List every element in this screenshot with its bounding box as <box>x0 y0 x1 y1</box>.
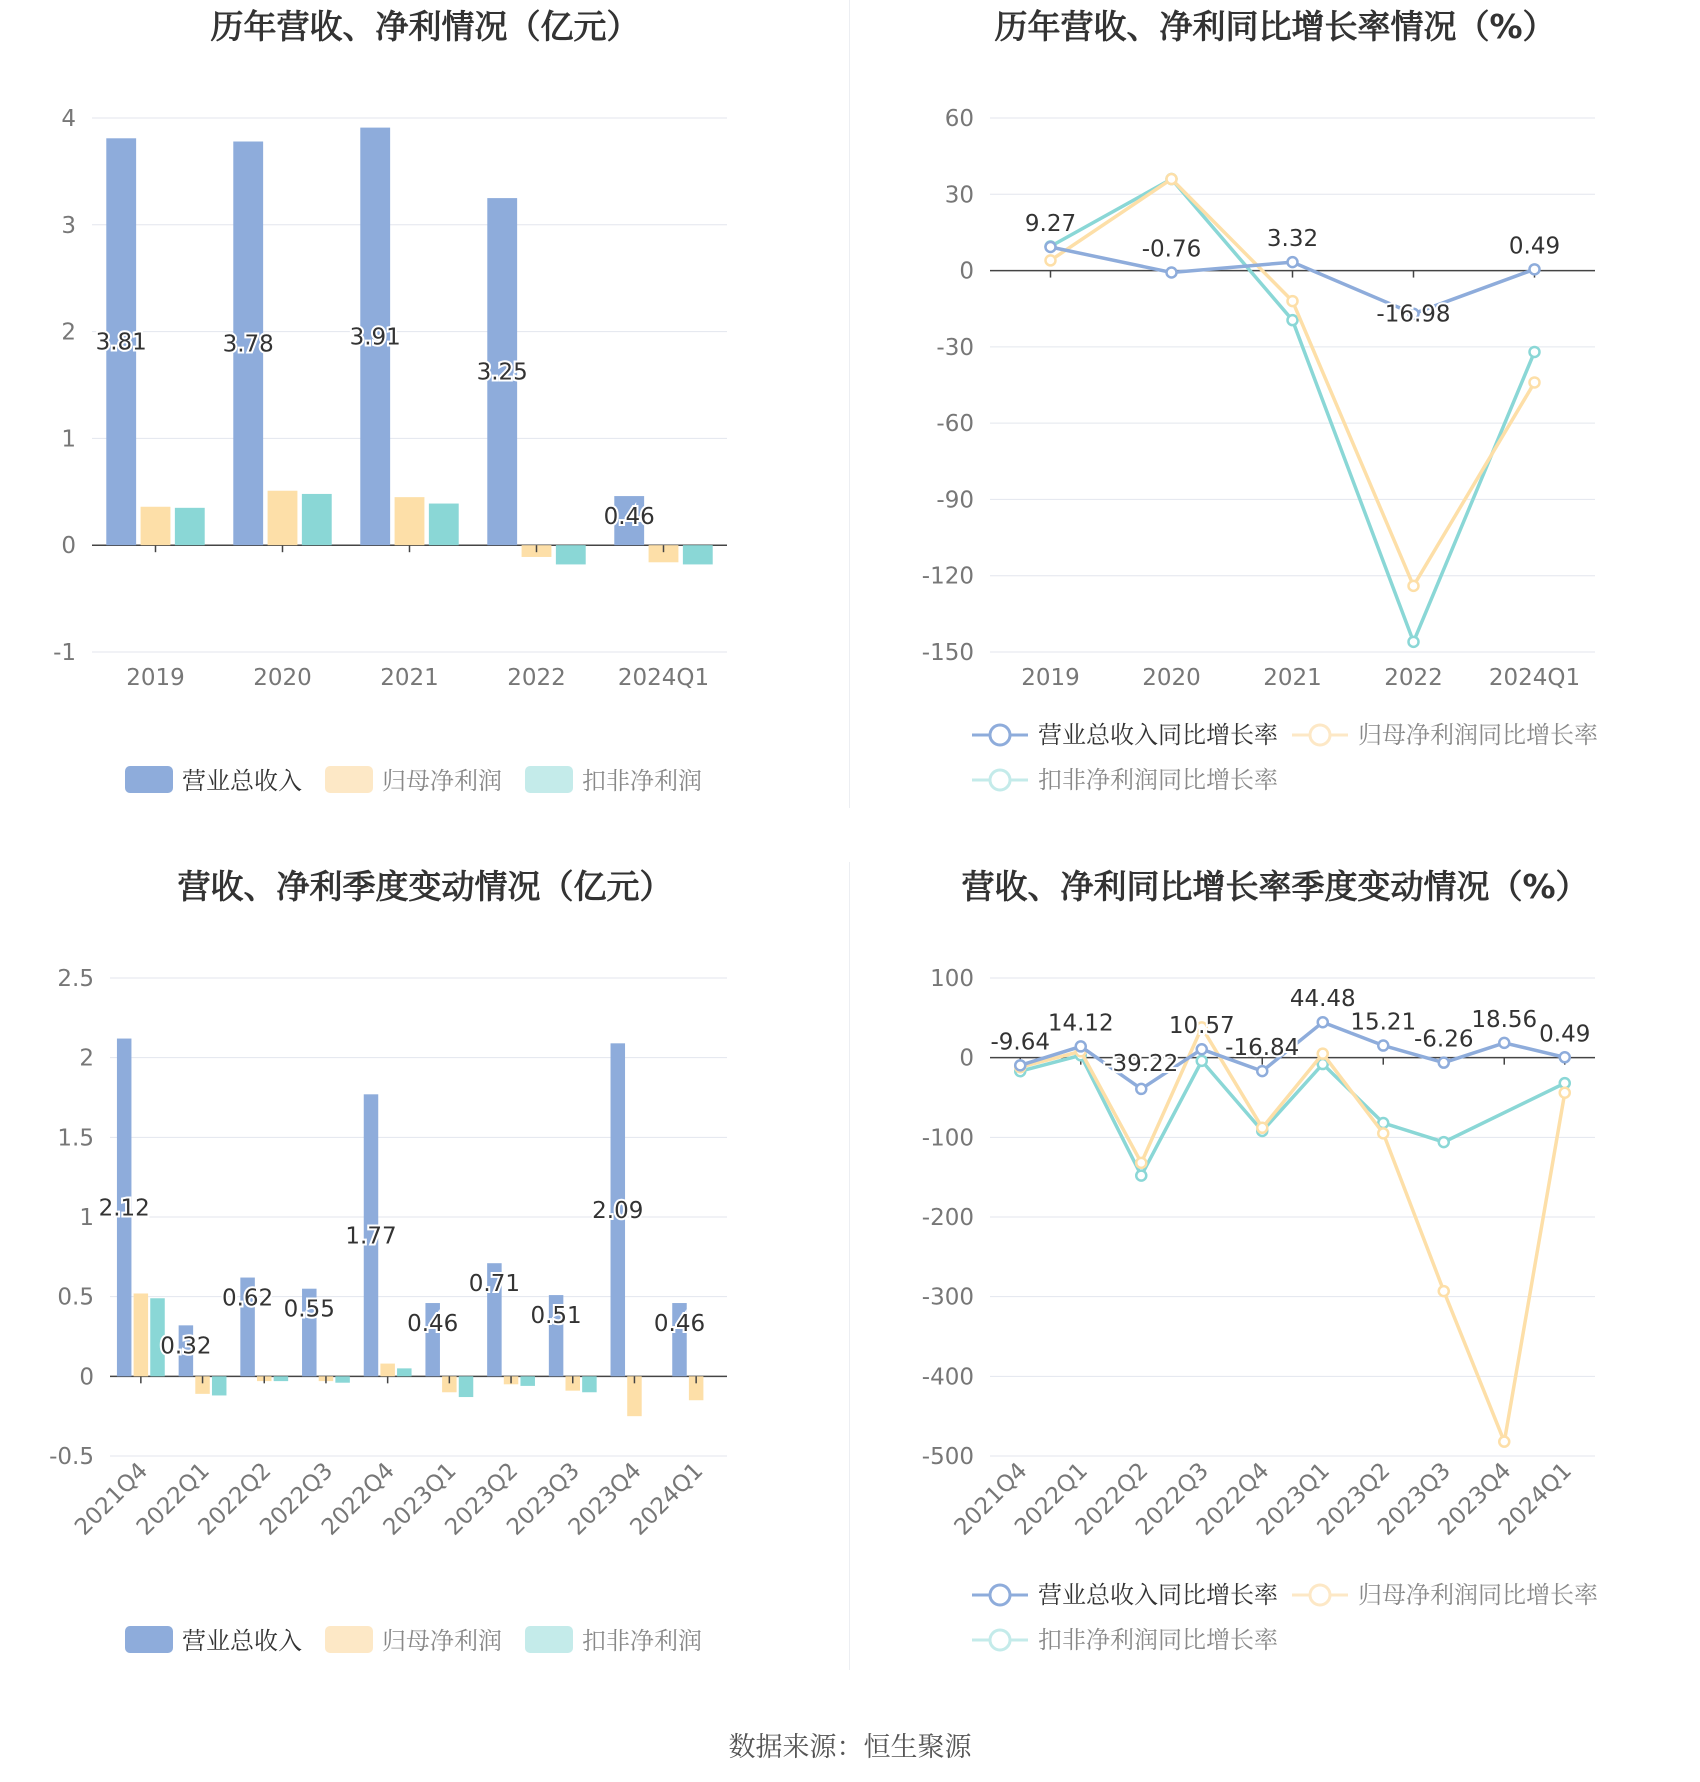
data-label: 3.25 <box>476 359 528 386</box>
x-tick-label: 2021Q4 <box>949 1457 1033 1541</box>
legend-swatch <box>325 766 373 793</box>
bar-net-profit <box>134 1293 148 1376</box>
legend-marker <box>990 1585 1010 1605</box>
data-point <box>1439 1137 1449 1147</box>
data-point <box>1197 1056 1207 1066</box>
data-point <box>1167 268 1177 278</box>
x-tick-label: 2022Q1 <box>1010 1457 1093 1541</box>
legend-swatch <box>525 766 573 793</box>
y-tick-label: 100 <box>930 966 974 992</box>
data-point <box>1076 1041 1086 1051</box>
chart-title: 营收、净利同比增长率季度变动情况（%） <box>961 867 1589 906</box>
data-label: 0.71 <box>468 1271 521 1298</box>
y-tick-label: 1.5 <box>57 1125 94 1152</box>
x-tick-label: 2022Q3 <box>255 1457 339 1541</box>
x-tick-label: 2022Q4 <box>1191 1457 1275 1541</box>
y-tick-label: 60 <box>944 106 974 132</box>
y-tick-label: -200 <box>921 1205 974 1231</box>
bar-deducted-profit <box>302 494 332 545</box>
y-tick-label: -60 <box>936 411 974 438</box>
data-label: 44.48 <box>1289 986 1356 1013</box>
y-tick-label: 1 <box>79 1205 94 1231</box>
x-tick-label: 2019 <box>1021 665 1080 691</box>
y-tick-label: -0.5 <box>49 1444 94 1470</box>
bar-deducted-profit <box>429 504 459 546</box>
data-label: 0.49 <box>1508 233 1561 260</box>
quarter-growth-chart <box>850 860 1700 1720</box>
y-tick-label: 2 <box>61 319 76 346</box>
legend-label: 归母净利润同比增长率 <box>1358 1581 1598 1609</box>
legend-label: 归母净利润 <box>382 767 502 795</box>
bar-deducted-profit <box>212 1376 226 1395</box>
bar-net-profit <box>380 1364 394 1377</box>
data-label: 0.55 <box>283 1296 335 1323</box>
legend-marker <box>1310 1585 1330 1605</box>
data-label: -16.84 <box>1225 1035 1300 1062</box>
data-label: 0.49 <box>1539 1021 1591 1048</box>
y-tick-label: -90 <box>936 487 974 514</box>
legend-marker <box>990 1630 1010 1650</box>
data-point <box>1530 264 1540 274</box>
data-label: 18.56 <box>1471 1006 1538 1033</box>
data-point <box>1197 1044 1207 1054</box>
data-label: 14.12 <box>1047 1010 1114 1037</box>
legend-label: 扣非净利润 <box>582 1627 702 1655</box>
data-point <box>1167 174 1177 184</box>
x-tick-label: 2022 <box>1384 665 1443 691</box>
y-tick-label: 2 <box>79 1045 94 1072</box>
x-tick-label: 2022Q2 <box>193 1457 277 1541</box>
y-tick-label: 0 <box>79 1364 94 1391</box>
bar-deducted-profit <box>556 545 586 564</box>
y-tick-label: -30 <box>936 334 974 361</box>
x-tick-label: 2022Q1 <box>131 1457 215 1541</box>
y-tick-label: 3 <box>61 212 76 239</box>
legend-label: 扣非净利润同比增长率 <box>1038 1626 1278 1654</box>
legend-swatch <box>525 1626 573 1653</box>
data-point <box>1439 1058 1449 1068</box>
y-tick-label: 0 <box>61 533 76 560</box>
bar-deducted-profit <box>520 1376 534 1386</box>
data-label: 0.51 <box>530 1303 582 1330</box>
x-tick-label: 2019 <box>126 665 185 691</box>
data-label: 15.21 <box>1350 1009 1417 1036</box>
data-point <box>1257 1066 1267 1076</box>
x-tick-label: 2023Q4 <box>1433 1457 1517 1541</box>
legend-swatch <box>125 766 173 793</box>
data-point <box>1046 255 1056 265</box>
bar-deducted-profit <box>459 1376 473 1397</box>
data-label: 0.32 <box>160 1333 212 1360</box>
data-label: 3.78 <box>222 331 274 358</box>
data-point <box>1257 1123 1267 1133</box>
data-label: 1.77 <box>345 1223 397 1250</box>
data-label: -39.22 <box>1104 1050 1179 1077</box>
data-label: 2.12 <box>98 1195 150 1222</box>
series-line-deducted-growth <box>1020 1055 1565 1175</box>
data-label: 0.46 <box>407 1311 459 1338</box>
data-point <box>1378 1041 1388 1051</box>
y-tick-label: 0.5 <box>57 1284 94 1311</box>
x-tick-label: 2024Q1 <box>1488 665 1581 691</box>
divider-bottom <box>849 862 850 1670</box>
bar-deducted-profit <box>582 1376 596 1392</box>
data-point <box>1015 1060 1025 1070</box>
data-label: -6.26 <box>1413 1026 1474 1053</box>
x-tick-label: 2024Q1 <box>1494 1457 1577 1541</box>
x-tick-label: 2023Q3 <box>502 1457 585 1541</box>
data-point <box>1530 377 1540 387</box>
data-point <box>1560 1052 1570 1062</box>
data-label: 10.57 <box>1168 1013 1235 1040</box>
x-tick-label: 2024Q1 <box>625 1457 709 1541</box>
legend-label: 营业总收入同比增长率 <box>1038 721 1278 749</box>
data-source: 数据来源：恒生聚源 <box>728 1732 972 1763</box>
data-point <box>1499 1038 1509 1048</box>
legend-label: 营业总收入 <box>182 1627 302 1655</box>
data-label: 3.32 <box>1266 226 1319 253</box>
x-tick-label: 2022Q4 <box>316 1457 400 1541</box>
x-tick-label: 2023Q2 <box>440 1457 524 1541</box>
quarter-amount-chart <box>0 860 850 1720</box>
legend-label: 营业总收入 <box>182 767 302 795</box>
x-tick-label: 2023Q3 <box>1373 1457 1456 1541</box>
legend-marker <box>1310 725 1330 745</box>
chart-title: 历年营收、净利同比增长率情况（%） <box>994 7 1556 46</box>
data-point <box>1288 296 1298 306</box>
y-tick-label: 2.5 <box>57 966 94 992</box>
data-label: -0.76 <box>1141 236 1202 263</box>
data-label: -9.64 <box>990 1029 1051 1056</box>
y-tick-label: 0 <box>959 258 974 285</box>
bar-net-profit <box>268 491 298 545</box>
legend-swatch <box>325 1626 373 1653</box>
y-tick-label: -100 <box>921 1125 974 1152</box>
legend-label: 归母净利润同比增长率 <box>1358 721 1598 749</box>
annual-growth-chart <box>850 0 1700 860</box>
x-tick-label: 2020 <box>1142 665 1201 691</box>
chart-title: 营收、净利季度变动情况（亿元） <box>177 867 673 906</box>
x-tick-label: 2023Q1 <box>378 1457 462 1541</box>
x-tick-label: 2022Q3 <box>1131 1457 1214 1541</box>
data-point <box>1499 1437 1509 1447</box>
data-label: 2.09 <box>592 1197 644 1224</box>
data-point <box>1409 581 1419 591</box>
y-tick-label: -120 <box>921 563 974 590</box>
x-tick-label: 2021 <box>380 665 439 691</box>
x-tick-label: 2023Q4 <box>563 1457 647 1541</box>
y-tick-label: 1 <box>61 426 76 453</box>
annual-amount-chart <box>0 0 850 860</box>
y-tick-label: -500 <box>921 1444 974 1470</box>
data-point <box>1046 242 1056 252</box>
data-label: 3.81 <box>95 329 147 356</box>
x-tick-label: 2023Q1 <box>1252 1457 1335 1541</box>
data-point <box>1409 637 1419 647</box>
bar-deducted-profit <box>274 1376 288 1381</box>
data-point <box>1318 1049 1328 1059</box>
legend-label: 营业总收入同比增长率 <box>1038 1581 1278 1609</box>
legend-marker <box>990 770 1010 790</box>
chart-title: 历年营收、净利情况（亿元） <box>210 7 640 46</box>
data-point <box>1318 1017 1328 1027</box>
data-label: 0.46 <box>603 504 655 531</box>
legend-label: 归母净利润 <box>382 1627 502 1655</box>
series-line-net-growth <box>1020 1027 1565 1441</box>
y-tick-label: -300 <box>921 1284 974 1311</box>
data-label: 3.91 <box>349 324 401 351</box>
data-label: 9.27 <box>1024 210 1077 237</box>
bar-net-profit <box>141 507 171 545</box>
bar-deducted-profit <box>683 545 713 564</box>
bar-deducted-profit <box>175 508 205 545</box>
x-tick-label: 2022Q2 <box>1070 1457 1154 1541</box>
bar-deducted-profit <box>335 1376 349 1382</box>
data-point <box>1560 1088 1570 1098</box>
x-tick-label: 2023Q2 <box>1312 1457 1396 1541</box>
data-point <box>1288 257 1298 267</box>
y-tick-label: -400 <box>921 1364 974 1391</box>
data-point <box>1378 1128 1388 1138</box>
data-point <box>1530 347 1540 357</box>
bar-deducted-profit <box>397 1368 411 1376</box>
data-point <box>1136 1158 1146 1168</box>
x-tick-label: 2022 <box>507 665 566 691</box>
data-point <box>1288 315 1298 325</box>
y-tick-label: 4 <box>61 106 76 132</box>
legend-label: 扣非净利润 <box>582 767 702 795</box>
data-label: 0.46 <box>653 1311 706 1338</box>
data-point <box>1439 1286 1449 1296</box>
y-tick-label: -1 <box>53 640 76 666</box>
data-label: 0.62 <box>221 1285 274 1312</box>
y-tick-label: 0 <box>959 1045 974 1072</box>
data-point <box>1136 1171 1146 1181</box>
x-tick-label: 2020 <box>253 665 312 691</box>
bar-net-profit <box>395 497 425 545</box>
legend-label: 扣非净利润同比增长率 <box>1038 766 1278 794</box>
y-tick-label: -150 <box>921 640 974 666</box>
x-tick-label: 2021 <box>1263 665 1322 691</box>
legend-marker <box>990 725 1010 745</box>
x-tick-label: 2021Q4 <box>70 1457 154 1541</box>
divider-top <box>849 0 850 808</box>
y-tick-label: 30 <box>944 182 974 209</box>
data-label: -16.98 <box>1376 301 1451 328</box>
x-tick-label: 2024Q1 <box>617 665 710 691</box>
data-point <box>1136 1084 1146 1094</box>
legend-swatch <box>125 1626 173 1653</box>
